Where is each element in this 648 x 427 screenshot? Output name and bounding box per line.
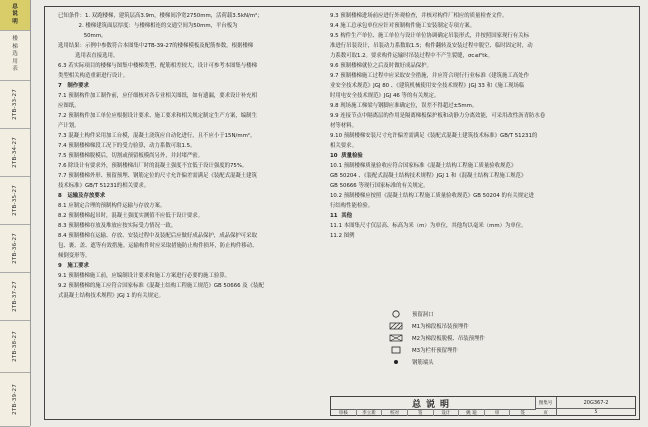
sidebar-tab-label: 2TB-33-27: [12, 88, 18, 120]
sidebar-tab-6[interactable]: [0, 272, 30, 321]
signature-cell: 李立新: [357, 409, 383, 416]
sidebar-tab-label: 楼梯选用表: [12, 36, 18, 73]
signature-cell: 姚 迪: [459, 409, 485, 416]
sidebar-tab-7[interactable]: [0, 320, 30, 373]
text-line: 式混凝土结构技术规程》JGJ 1 的有关规定。: [58, 293, 164, 299]
text-line: 9.5 构件生产单位、施工单位与设计单位协调确定吊装形式，并按照国家现行有关标: [330, 33, 529, 39]
signature-cell: 校对: [382, 409, 408, 416]
text-line: 8.2 预制楼梯起吊时，混凝土强度实测值不应低于设计要求。: [58, 213, 204, 219]
text-line: 9.6 预制楼梯就位之后及时做好成品保护。: [330, 63, 432, 69]
text-line: 8.3 预制楼梯存放及堆放应按实际受力情况一致。: [58, 223, 177, 229]
text-line: 9.4 施工总承包单位应针对预制构件施工安装制定专项方案。: [330, 23, 476, 29]
text-line: 材等材料。: [330, 123, 357, 129]
section-heading: 8 运输及存放要求: [58, 193, 106, 199]
sidebar-tab-5[interactable]: [0, 224, 30, 273]
text-line: GB 50666 等现行国家标准的有关规定。: [330, 183, 429, 189]
text-line: GB 50204 、《装配式混凝土结构技术规程》JGJ 1 和《混凝土结构工程施工规范》: [330, 173, 527, 179]
text-line: 6.3 若实际项目的楼梯与图集中楼梯类型、配筋相差较大，设计可参考本图集与楼梯: [58, 63, 257, 69]
text-line: 已知条件：1. 双跑楼梯，建筑层高3.9m，楼梯间净宽2750mm，活荷载3.5kN/m²；: [58, 13, 263, 19]
title-block: [330, 396, 636, 416]
text-line: 7.1 预制构件加工制作前，应仔细核对各专业相关图纸，如有遗漏，要求设计补充相: [58, 93, 257, 99]
text-line: 9.9 连接节点中隔离层的作用是隔离梯板保护板和动静力分离效能，可采用改性沥青防水卷: [330, 113, 546, 119]
signature-cell: 签: [408, 409, 434, 416]
signature-cell: 审核: [331, 409, 357, 416]
text-line: 8.4 预制楼梯在运输、存放、安装过程中及装配后应做好成品保护，成品保护可采取: [58, 233, 257, 239]
signature-row: [331, 409, 535, 416]
signature-cell: 设计: [434, 409, 460, 416]
text-line: 包、裹、盖、遮等有效措施。运输构件时应采取措施防止构件损坏，防止构件移动、: [58, 243, 258, 249]
page-number: 5: [594, 410, 598, 415]
atlas-number: 20G367-2: [557, 397, 635, 409]
text-line: 10.1 预制楼梯质量验收应符合国家标准《混凝土结构工程施工质量验收规范》: [330, 163, 517, 169]
sidebar-tab-label: 2TB-37-27: [12, 280, 18, 312]
text-line: 力系数可取1.2。要求构件运输时吊装过程中不产生裂缝，σc≤f'tk。: [330, 53, 493, 59]
sidebar-tab-label: 2TB-36-27: [12, 232, 18, 264]
box-x-icon: [388, 334, 404, 342]
sidebar-tab-8[interactable]: [0, 372, 30, 427]
sidebar-tab-2[interactable]: [0, 80, 30, 129]
text-line: 9.8 现场施工梯梁与钢脚应准确定位，误差不得超过±5mm。: [330, 103, 478, 109]
sidebar-tab-4[interactable]: [0, 176, 30, 225]
text-line: 产计划。: [58, 123, 80, 129]
sidebar-tab-label: 2TB-38-27: [12, 330, 18, 362]
sidebar-tab-0[interactable]: [0, 0, 30, 31]
legend-label: M3为栏杆预留埋件: [412, 348, 458, 354]
section-heading: 9 施工要求: [58, 263, 89, 269]
text-line: 技术标准》GB/T 51231的相关要求。: [58, 183, 150, 189]
page-label: 页: [535, 409, 557, 416]
text-line: 9.7 预制楼梯施工过程中应采取安全措施，并应符合现行行业标准《建筑施工高处作: [330, 73, 529, 79]
page-title: 总说明: [331, 397, 536, 410]
sidebar-tab-1[interactable]: [0, 30, 30, 81]
legend-label: M1为梯段板吊装预埋件: [412, 324, 469, 330]
legend-label: 预留洞口: [412, 312, 434, 318]
sidebar-tab-label: 2TB-35-27: [12, 184, 18, 216]
text-line: 时用电安全技术规范》JGJ 46 等的有关规定。: [330, 93, 440, 99]
text-line: 9.10 预制楼梯安装尺寸允许偏差需满足《装配式混凝土建筑技术标准》GB/T 51231的: [330, 133, 538, 139]
text-line: 业安全技术规范》JGJ 80 、《建筑机械使用安全技术规程》JGJ 33 和《施工现场临: [330, 83, 525, 89]
text-line: 9.1 预制楼梯施工前，应编制设计要求和施工方案进行必要的施工验算。: [58, 273, 231, 279]
atlas-label: 图集号: [535, 397, 557, 409]
legend-item: [388, 321, 469, 331]
text-line: 7.3 混凝土构件采用加工台模，混凝土浇筑应自动化进行，且不应小于15N/mm²。: [58, 133, 256, 139]
legend-item: [388, 345, 458, 355]
text-line: 相关要求。: [330, 143, 357, 149]
text-line: 7.2 预制构件加工单位应根据设计要求、施工要求和相关规定制定生产方案，编制生: [58, 113, 257, 119]
text-line: 50mm。: [58, 33, 107, 39]
text-line: 应图纸。: [58, 103, 80, 109]
dot-icon: [388, 358, 404, 366]
text-line: 类型相关构造重新进行设计。: [58, 73, 129, 79]
sidebar: [0, 0, 31, 426]
sidebar-tab-label: 总说明: [12, 3, 18, 25]
left-column: [58, 11, 312, 301]
section-heading: 10 质量检验: [330, 153, 363, 159]
text-line: 倾倒变形等。: [58, 253, 91, 259]
text-line: 7.7 预制楼梯外形、预留预埋、钢筋定位的尺寸允许偏差需满足《装配式混凝土建筑: [58, 173, 257, 179]
text-line: 9.3 预制楼梯进场前应进行外观检查，并核对构件厂相应的质量检查文件。: [330, 13, 508, 19]
text-line: 2. 楼梯建筑面层厚度：与楼梯相连的交通空间为50mm，平台板为: [58, 23, 238, 29]
circle-icon: [388, 310, 404, 318]
text-line: 7.5 预制楼梯脱模后，切割或预留板模尚另外，并封堵严密。: [58, 153, 204, 159]
legend-item: [388, 309, 434, 319]
section-heading: 11 其他: [330, 213, 353, 219]
right-column: [330, 11, 630, 241]
square-icon: [388, 346, 404, 354]
legend-item: [388, 357, 434, 367]
sidebar-tab-3[interactable]: [0, 128, 30, 177]
text-line: 准进行吊装设计，吊装动力系数取1.5；构件翻转及安装过程中脱空、临时固定时，动: [330, 43, 533, 49]
text-line: 10.2 预制楼梯应按照《混凝土结构工程施工质量验收规范》GB 50204 的有关规定进: [330, 193, 534, 199]
text-line: 7.6 除设计有要求外，预制楼梯出厂时的混凝土强度不宜低于设计强度的75%。: [58, 163, 248, 169]
text-line: 11.1 本图集尺寸仅层高、标高为米（m）为单位，其他均以毫米（mm）为单位。: [330, 223, 527, 229]
legend-label: M2为梯段板脱模、吊装预埋件: [412, 336, 485, 342]
text-line: 选用结果：示例中参数符合本图集中2TB-39-27的楼梯模板及配筋参数，根据楼梯: [58, 43, 254, 49]
legend-label: 钢筋端头: [412, 360, 434, 366]
text-line: 8.1 应制定合理的预制构件运输与存放方案。: [58, 203, 166, 209]
section-heading: 7 制作要求: [58, 83, 89, 89]
text-line: 7.4 预制楼梯梯段工况下的受力验算，动力系数可取1.5。: [58, 143, 196, 149]
text-line: 11.2 图例: [330, 233, 355, 239]
legend-item: [388, 333, 485, 343]
hatch-icon: [388, 322, 404, 330]
signature-cell: 审: [485, 409, 511, 416]
text-line: 9.2 预制楼梯的施工应符合国家标准《混凝土结构工程施工规范》GB 50666 及《装配: [58, 283, 264, 289]
sidebar-tab-label: 2TB-39-27: [12, 383, 18, 415]
sidebar-tab-label: 2TB-34-27: [12, 136, 18, 168]
signature-cell: 签: [520, 410, 525, 416]
text-line: 行结构性能检验。: [330, 203, 374, 209]
text-line: 选用表直接选用。: [58, 53, 119, 59]
